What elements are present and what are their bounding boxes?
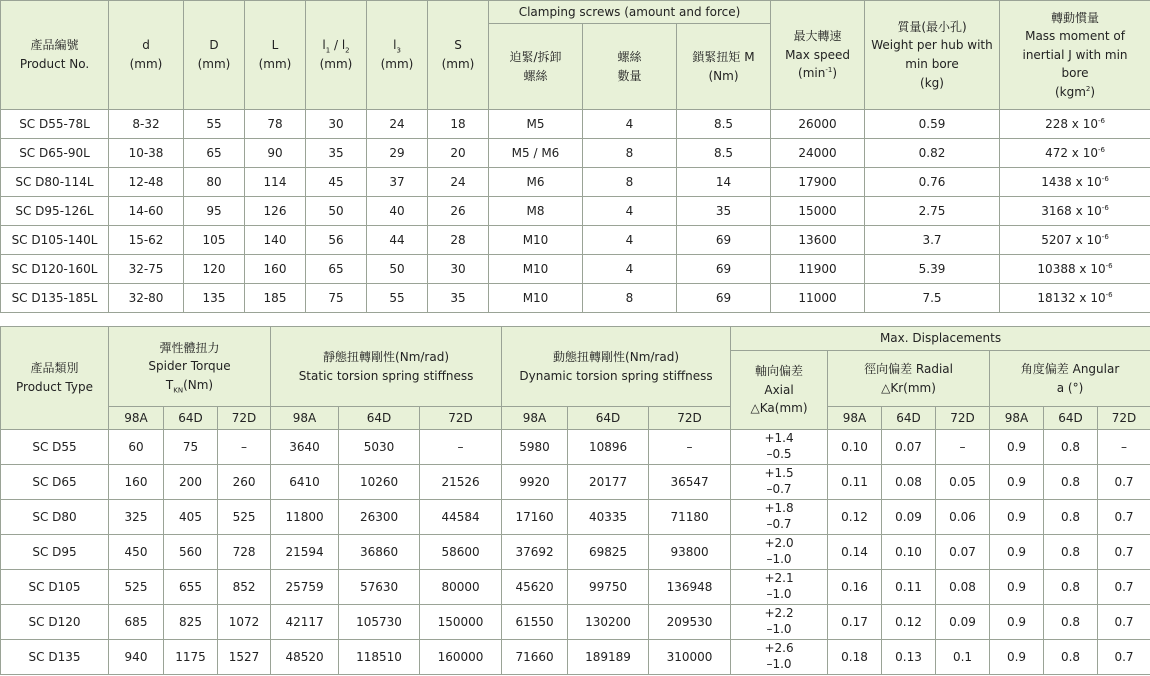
cell-ra-2: 0.1: [936, 640, 990, 675]
cell-ra-1: 0.07: [882, 430, 936, 465]
cell-s: 30: [428, 255, 489, 284]
screw-type-header: 迫緊/拆卸 螺絲: [489, 24, 583, 110]
table-row: [1, 640, 1150, 675]
cell-an-1: 0.8: [1044, 640, 1098, 675]
L-header: L (mm): [245, 1, 306, 110]
cell-d: 105: [184, 226, 245, 255]
cell-axial: +2.1 –1.0: [731, 570, 828, 605]
cell-dy-2: –: [649, 430, 731, 465]
spider-torque-header: 彈性體扭力 Spider Torque $T_{KN}(Nm)$: [109, 327, 271, 407]
cell-l: 160: [245, 255, 306, 284]
cell-l3: 29: [367, 139, 428, 168]
table-row: [1, 284, 1150, 313]
cell-d: 135: [184, 284, 245, 313]
clamping-screws-header: Clamping screws (amount and force): [489, 1, 771, 24]
cell-torque: 14: [677, 168, 771, 197]
cell-sp-1: 825: [164, 605, 218, 640]
cell-dy-0: 5980: [502, 430, 568, 465]
table-row: [1, 226, 1150, 255]
cell-speed: 13600: [771, 226, 865, 255]
cell-dy-1: 20177: [568, 465, 649, 500]
cell-ra-0: 0.16: [828, 570, 882, 605]
cell-an-0: 0.9: [990, 465, 1044, 500]
max-displacements-header: Max. Displacements: [731, 327, 1150, 351]
cell-dy-2: 71180: [649, 500, 731, 535]
product-type-header: 產品類別 Product Type: [1, 327, 109, 430]
cell-d: 32-75: [109, 255, 184, 284]
cell-l1l2: 75: [306, 284, 367, 313]
cell-d: 14-60: [109, 197, 184, 226]
cell-l: 126: [245, 197, 306, 226]
angular-hardness-2-header: 72D: [1098, 407, 1150, 430]
cell-an-1: 0.8: [1044, 500, 1098, 535]
static-stiffness-header: 靜態扭轉剛性(Nm/rad) Static torsion spring stiffness: [271, 327, 502, 407]
cell-st-1: 105730: [339, 605, 420, 640]
cell-weight: 7.5: [865, 284, 1000, 313]
cell-type: SC D80: [1, 500, 109, 535]
cell-qty: 8: [583, 168, 677, 197]
cell-inertia: 5207 x $10^{-6}$: [1000, 226, 1150, 255]
table-row: [1, 570, 1150, 605]
cell-inertia: 472 x $10^{-6}$: [1000, 139, 1150, 168]
cell-ra-0: 0.12: [828, 500, 882, 535]
cell-st-1: 36860: [339, 535, 420, 570]
cell-type: SC D120: [1, 605, 109, 640]
cell-weight: 5.39: [865, 255, 1000, 284]
cell-sp-0: 325: [109, 500, 164, 535]
cell-dy-0: 61550: [502, 605, 568, 640]
cell-qty: 4: [583, 110, 677, 139]
cell-l1l2: 56: [306, 226, 367, 255]
cell-d: 120: [184, 255, 245, 284]
spider-hardness-2-header: 72D: [218, 407, 271, 430]
cell-sp-1: 200: [164, 465, 218, 500]
cell-an-2: 0.7: [1098, 500, 1150, 535]
cell-l: 78: [245, 110, 306, 139]
radial-hardness-1-header: 64D: [882, 407, 936, 430]
spider-hardness-0-header: 98A: [109, 407, 164, 430]
table-row: [1, 255, 1150, 284]
cell-ra-1: 0.12: [882, 605, 936, 640]
radial-header: 徑向偏差 Radial △Kr(mm): [828, 351, 990, 407]
cell-dy-1: 69825: [568, 535, 649, 570]
cell-sp-2: 852: [218, 570, 271, 605]
cell-dy-1: 99750: [568, 570, 649, 605]
cell-dy-0: 71660: [502, 640, 568, 675]
cell-sp-2: 260: [218, 465, 271, 500]
angular-hardness-0-header: 98A: [990, 407, 1044, 430]
cell-l: 140: [245, 226, 306, 255]
cell-sp-0: 450: [109, 535, 164, 570]
table-row: [1, 500, 1150, 535]
cell-sp-0: 60: [109, 430, 164, 465]
dynamic-hardness-0-header: 98A: [502, 407, 568, 430]
cell-s: 18: [428, 110, 489, 139]
cell-screw: M6: [489, 168, 583, 197]
D-header: D (mm): [184, 1, 245, 110]
cell-an-2: 0.7: [1098, 570, 1150, 605]
cell-ra-1: 0.10: [882, 535, 936, 570]
cell-l3: 40: [367, 197, 428, 226]
cell-l1l2: 50: [306, 197, 367, 226]
cell-inertia: 3168 x $10^{-6}$: [1000, 197, 1150, 226]
cell-weight: 3.7: [865, 226, 1000, 255]
table-row: [1, 139, 1150, 168]
cell-sp-0: 525: [109, 570, 164, 605]
cell-sp-0: 940: [109, 640, 164, 675]
cell-st-0: 3640: [271, 430, 339, 465]
cell-d: 65: [184, 139, 245, 168]
cell-l3: 55: [367, 284, 428, 313]
table-row: [1, 465, 1150, 500]
cell-l3: 44: [367, 226, 428, 255]
static-hardness-2-header: 72D: [420, 407, 502, 430]
cell-st-2: 160000: [420, 640, 502, 675]
cell-weight: 2.75: [865, 197, 1000, 226]
cell-an-0: 0.9: [990, 640, 1044, 675]
cell-product: SC D65-90L: [1, 139, 109, 168]
cell-torque: 69: [677, 255, 771, 284]
axial-header: 軸向偏差 Axial △Ka(mm): [731, 351, 828, 430]
cell-qty: 8: [583, 139, 677, 168]
spider-hardness-1-header: 64D: [164, 407, 218, 430]
cell-st-1: 26300: [339, 500, 420, 535]
cell-l1l2: 30: [306, 110, 367, 139]
cell-product: SC D120-160L: [1, 255, 109, 284]
cell-torque: 35: [677, 197, 771, 226]
cell-dy-1: 40335: [568, 500, 649, 535]
cell-st-1: 5030: [339, 430, 420, 465]
cell-axial: +2.0 –1.0: [731, 535, 828, 570]
l1-l2-header: $l_1 / l_2$ (mm): [306, 1, 367, 110]
cell-ra-2: 0.06: [936, 500, 990, 535]
cell-ra-2: 0.09: [936, 605, 990, 640]
cell-dy-2: 93800: [649, 535, 731, 570]
table-row: [1, 197, 1150, 226]
cell-d: 32-80: [109, 284, 184, 313]
cell-screw: M10: [489, 255, 583, 284]
cell-st-2: –: [420, 430, 502, 465]
cell-d: 8-32: [109, 110, 184, 139]
torque-header: 鎖緊扭矩 M (Nm): [677, 24, 771, 110]
cell-s: 20: [428, 139, 489, 168]
cell-l3: 37: [367, 168, 428, 197]
cell-axial: +2.6 –1.0: [731, 640, 828, 675]
cell-l3: 50: [367, 255, 428, 284]
cell-s: 28: [428, 226, 489, 255]
cell-sp-2: 728: [218, 535, 271, 570]
screw-qty-header: 螺絲 數量: [583, 24, 677, 110]
cell-ra-0: 0.11: [828, 465, 882, 500]
cell-d: 95: [184, 197, 245, 226]
cell-l1l2: 65: [306, 255, 367, 284]
cell-an-1: 0.8: [1044, 605, 1098, 640]
cell-dy-2: 209530: [649, 605, 731, 640]
cell-an-2: –: [1098, 430, 1150, 465]
cell-sp-2: 525: [218, 500, 271, 535]
cell-st-2: 44584: [420, 500, 502, 535]
dynamic-stiffness-header: 動態扭轉剛性(Nm/rad) Dynamic torsion spring stiffness: [502, 327, 731, 407]
cell-an-2: 0.7: [1098, 605, 1150, 640]
cell-an-2: 0.7: [1098, 640, 1150, 675]
cell-ra-0: 0.17: [828, 605, 882, 640]
cell-d: 55: [184, 110, 245, 139]
cell-sp-0: 160: [109, 465, 164, 500]
cell-inertia: 18132 x $10^{-6}$: [1000, 284, 1150, 313]
cell-l: 185: [245, 284, 306, 313]
cell-dy-1: 10896: [568, 430, 649, 465]
cell-sp-2: 1527: [218, 640, 271, 675]
product-no-header: 產品編號 Product No.: [1, 1, 109, 110]
cell-dy-0: 9920: [502, 465, 568, 500]
cell-product: SC D105-140L: [1, 226, 109, 255]
dynamic-hardness-1-header: 64D: [568, 407, 649, 430]
cell-axial: +1.5 –0.7: [731, 465, 828, 500]
cell-qty: 8: [583, 284, 677, 313]
cell-an-1: 0.8: [1044, 465, 1098, 500]
cell-an-1: 0.8: [1044, 430, 1098, 465]
cell-type: SC D105: [1, 570, 109, 605]
cell-torque: 69: [677, 284, 771, 313]
cell-qty: 4: [583, 197, 677, 226]
cell-st-1: 10260: [339, 465, 420, 500]
dynamic-hardness-2-header: 72D: [649, 407, 731, 430]
cell-dy-0: 45620: [502, 570, 568, 605]
inertia-header: 轉動慣量 Mass moment of inertial J with min bore (kgm$^2$): [1000, 1, 1150, 110]
cell-ra-0: 0.14: [828, 535, 882, 570]
cell-speed: 26000: [771, 110, 865, 139]
cell-ra-1: 0.08: [882, 465, 936, 500]
cell-st-1: 57630: [339, 570, 420, 605]
cell-screw: M10: [489, 226, 583, 255]
cell-st-0: 21594: [271, 535, 339, 570]
l3-header: $l_3$ (mm): [367, 1, 428, 110]
cell-dy-0: 37692: [502, 535, 568, 570]
cell-dy-2: 310000: [649, 640, 731, 675]
cell-ra-0: 0.10: [828, 430, 882, 465]
cell-axial: +1.4 –0.5: [731, 430, 828, 465]
cell-dy-1: 130200: [568, 605, 649, 640]
cell-sp-2: –: [218, 430, 271, 465]
table-row: [1, 430, 1150, 465]
table-row: [1, 535, 1150, 570]
cell-an-2: 0.7: [1098, 535, 1150, 570]
cell-torque: 8.5: [677, 139, 771, 168]
cell-an-0: 0.9: [990, 430, 1044, 465]
cell-product: SC D55-78L: [1, 110, 109, 139]
static-hardness-0-header: 98A: [271, 407, 339, 430]
cell-screw: M10: [489, 284, 583, 313]
cell-s: 35: [428, 284, 489, 313]
cell-d: 15-62: [109, 226, 184, 255]
cell-an-2: 0.7: [1098, 465, 1150, 500]
cell-an-1: 0.8: [1044, 535, 1098, 570]
max-speed-header: 最大轉速 Max speed $(\min^{-1})$: [771, 1, 865, 110]
cell-dy-2: 36547: [649, 465, 731, 500]
cell-l1l2: 35: [306, 139, 367, 168]
cell-sp-1: 75: [164, 430, 218, 465]
cell-speed: 15000: [771, 197, 865, 226]
cell-d: 80: [184, 168, 245, 197]
cell-sp-1: 655: [164, 570, 218, 605]
cell-speed: 11900: [771, 255, 865, 284]
cell-sp-2: 1072: [218, 605, 271, 640]
cell-ra-1: 0.11: [882, 570, 936, 605]
table-row: [1, 605, 1150, 640]
cell-torque: 8.5: [677, 110, 771, 139]
coupling-dimensions-table: [0, 0, 1150, 313]
S-header: S (mm): [428, 1, 489, 110]
cell-ra-2: –: [936, 430, 990, 465]
cell-l: 114: [245, 168, 306, 197]
cell-ra-2: 0.05: [936, 465, 990, 500]
cell-st-2: 21526: [420, 465, 502, 500]
cell-type: SC D55: [1, 430, 109, 465]
cell-dy-1: 189189: [568, 640, 649, 675]
cell-st-0: 42117: [271, 605, 339, 640]
cell-screw: M5: [489, 110, 583, 139]
d-header: d (mm): [109, 1, 184, 110]
cell-type: SC D135: [1, 640, 109, 675]
static-hardness-1-header: 64D: [339, 407, 420, 430]
cell-inertia: 1438 x $10^{-6}$: [1000, 168, 1150, 197]
cell-torque: 69: [677, 226, 771, 255]
cell-d: 10-38: [109, 139, 184, 168]
cell-product: SC D80-114L: [1, 168, 109, 197]
cell-st-2: 150000: [420, 605, 502, 640]
cell-ra-2: 0.07: [936, 535, 990, 570]
cell-an-0: 0.9: [990, 535, 1044, 570]
cell-inertia: 10388 x $10^{-6}$: [1000, 255, 1150, 284]
cell-dy-0: 17160: [502, 500, 568, 535]
radial-hardness-0-header: 98A: [828, 407, 882, 430]
cell-speed: 17900: [771, 168, 865, 197]
cell-axial: +1.8 –0.7: [731, 500, 828, 535]
cell-d: 12-48: [109, 168, 184, 197]
cell-sp-1: 405: [164, 500, 218, 535]
cell-ra-1: 0.09: [882, 500, 936, 535]
cell-axial: +2.2 –1.0: [731, 605, 828, 640]
cell-st-0: 6410: [271, 465, 339, 500]
cell-type: SC D65: [1, 465, 109, 500]
cell-screw: M5 / M6: [489, 139, 583, 168]
cell-st-2: 80000: [420, 570, 502, 605]
cell-st-2: 58600: [420, 535, 502, 570]
cell-ra-0: 0.18: [828, 640, 882, 675]
table-row: [1, 110, 1150, 139]
cell-l: 90: [245, 139, 306, 168]
cell-s: 26: [428, 197, 489, 226]
cell-qty: 4: [583, 226, 677, 255]
radial-hardness-2-header: 72D: [936, 407, 990, 430]
cell-weight: 0.76: [865, 168, 1000, 197]
cell-ra-2: 0.08: [936, 570, 990, 605]
cell-an-0: 0.9: [990, 570, 1044, 605]
cell-inertia: 228 x $10^{-6}$: [1000, 110, 1150, 139]
cell-type: SC D95: [1, 535, 109, 570]
cell-st-0: 25759: [271, 570, 339, 605]
angular-hardness-1-header: 64D: [1044, 407, 1098, 430]
table-row: [1, 168, 1150, 197]
cell-s: 24: [428, 168, 489, 197]
cell-an-0: 0.9: [990, 605, 1044, 640]
cell-product: SC D95-126L: [1, 197, 109, 226]
cell-st-0: 11800: [271, 500, 339, 535]
cell-st-1: 118510: [339, 640, 420, 675]
cell-speed: 24000: [771, 139, 865, 168]
angular-header: 角度偏差 Angular a (°): [990, 351, 1150, 407]
cell-ra-1: 0.13: [882, 640, 936, 675]
cell-weight: 0.82: [865, 139, 1000, 168]
weight-header: 質量(最小孔) Weight per hub with min bore (kg): [865, 1, 1000, 110]
cell-sp-0: 685: [109, 605, 164, 640]
cell-sp-1: 1175: [164, 640, 218, 675]
cell-dy-2: 136948: [649, 570, 731, 605]
cell-screw: M8: [489, 197, 583, 226]
cell-product: SC D135-185L: [1, 284, 109, 313]
cell-an-0: 0.9: [990, 500, 1044, 535]
cell-sp-1: 560: [164, 535, 218, 570]
cell-speed: 11000: [771, 284, 865, 313]
cell-l3: 24: [367, 110, 428, 139]
cell-weight: 0.59: [865, 110, 1000, 139]
cell-st-0: 48520: [271, 640, 339, 675]
cell-l1l2: 45: [306, 168, 367, 197]
cell-qty: 4: [583, 255, 677, 284]
spider-stiffness-table: [0, 326, 1150, 675]
cell-an-1: 0.8: [1044, 570, 1098, 605]
